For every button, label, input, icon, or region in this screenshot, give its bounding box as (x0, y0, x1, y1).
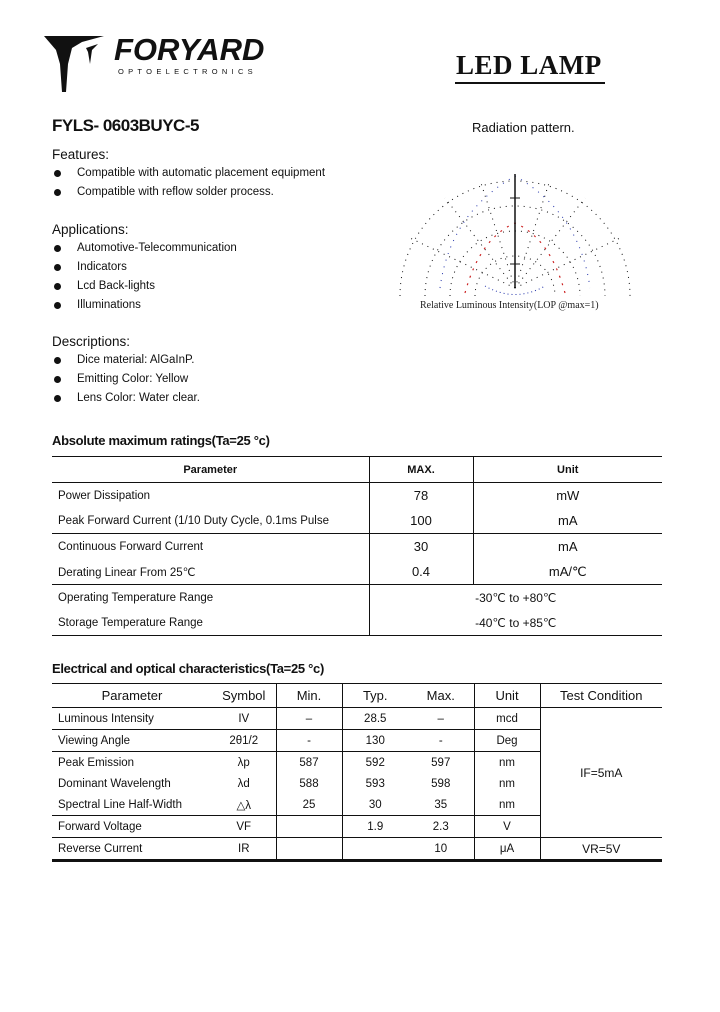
col-header: Typ. (342, 684, 408, 708)
bullet-icon (54, 395, 61, 402)
col-header: Parameter (52, 684, 212, 708)
list-item: Lens Color: Water clear. (52, 390, 200, 409)
list-item: Illuminations (52, 297, 237, 316)
eo-characteristics-table (52, 683, 662, 862)
col-header: Min. (276, 684, 342, 708)
col-header: Unit (473, 457, 662, 483)
part-number: FYLS- 0603BUYC-5 (52, 116, 199, 135)
descriptions-list (52, 352, 200, 409)
bullet-icon (54, 283, 61, 290)
table-header-row (52, 457, 662, 483)
table-row: Derating Linear From 25℃ 0.4 mA/℃ (52, 559, 662, 585)
bullet-icon (54, 245, 61, 252)
document-title: LED LAMP (456, 50, 602, 80)
col-header: Parameter (52, 457, 369, 483)
radiation-pattern-title: Radiation pattern. (472, 120, 575, 135)
col-header: Test Condition (540, 684, 662, 708)
table-row: Continuous Forward Current 30 mA (52, 534, 662, 560)
table-row: Reverse Current IR 10 μA VR=5V (52, 838, 662, 861)
list-item: Lcd Back-lights (52, 278, 237, 297)
brand-name: FORYARD (114, 32, 265, 67)
table-row: Dominant Wavelength λd 588 593 598 nm (52, 773, 662, 794)
table-row: Forward Voltage VF 1.9 2.3 V (52, 816, 662, 838)
col-header: Unit (474, 684, 540, 708)
list-item: Emitting Color: Yellow (52, 371, 200, 390)
table-row: Power Dissipation 78 mW (52, 483, 662, 509)
descriptions-heading: Descriptions: (52, 334, 131, 349)
col-header: Symbol (212, 684, 276, 708)
abs-max-table (52, 456, 662, 636)
table-row: Storage Temperature Range -40℃ to +85℃ (52, 610, 662, 636)
radiation-pattern-chart (380, 168, 650, 298)
bullet-icon (54, 264, 61, 271)
table-row: Luminous Intensity IV – 28.5 – mcd IF=5mA (52, 708, 662, 730)
list-item: Automotive-Telecommunication (52, 240, 237, 259)
table-row: Peak Forward Current (1/10 Duty Cycle, 0.1ms Pulse 100 mA (52, 508, 662, 534)
bullet-icon (54, 189, 61, 196)
table-row: Operating Temperature Range -30℃ to +80℃ (52, 585, 662, 611)
applications-list (52, 240, 237, 316)
table-header-row (52, 684, 662, 708)
title-underline (455, 82, 605, 84)
list-item: Compatible with reflow solder process. (52, 184, 325, 203)
abs-max-heading: Absolute maximum ratings(Ta=25 °c) (52, 433, 270, 448)
bullet-icon (54, 376, 61, 383)
logo-mark-icon (42, 34, 112, 94)
test-condition-vr: VR=5V (540, 838, 662, 861)
bullet-icon (54, 170, 61, 177)
eo-heading: Electrical and optical characteristics(Ta=25 °c) (52, 661, 324, 676)
table-row: Viewing Angle 2θ1/2 - 130 - Deg (52, 730, 662, 752)
table-row: Peak Emission λp 587 592 597 nm (52, 752, 662, 774)
list-item: Compatible with automatic placement equipment (52, 165, 325, 184)
test-condition-if: IF=5mA (540, 708, 662, 838)
col-header: Max. (408, 684, 474, 708)
radiation-caption: Relative Luminous Intensity(LOP @max=1) (420, 300, 599, 311)
table-row: Spectral Line Half-Width △λ 25 30 35 nm (52, 794, 662, 816)
list-item: Dice material: AlGaInP. (52, 352, 200, 371)
bullet-icon (54, 302, 61, 309)
col-header: MAX. (369, 457, 473, 483)
list-item: Indicators (52, 259, 237, 278)
applications-heading: Applications: (52, 222, 129, 237)
brand-subtitle: OPTOELECTRONICS (118, 67, 257, 76)
bullet-icon (54, 357, 61, 364)
foryard-logo (40, 30, 270, 92)
features-heading: Features: (52, 147, 110, 162)
features-list (52, 165, 325, 203)
